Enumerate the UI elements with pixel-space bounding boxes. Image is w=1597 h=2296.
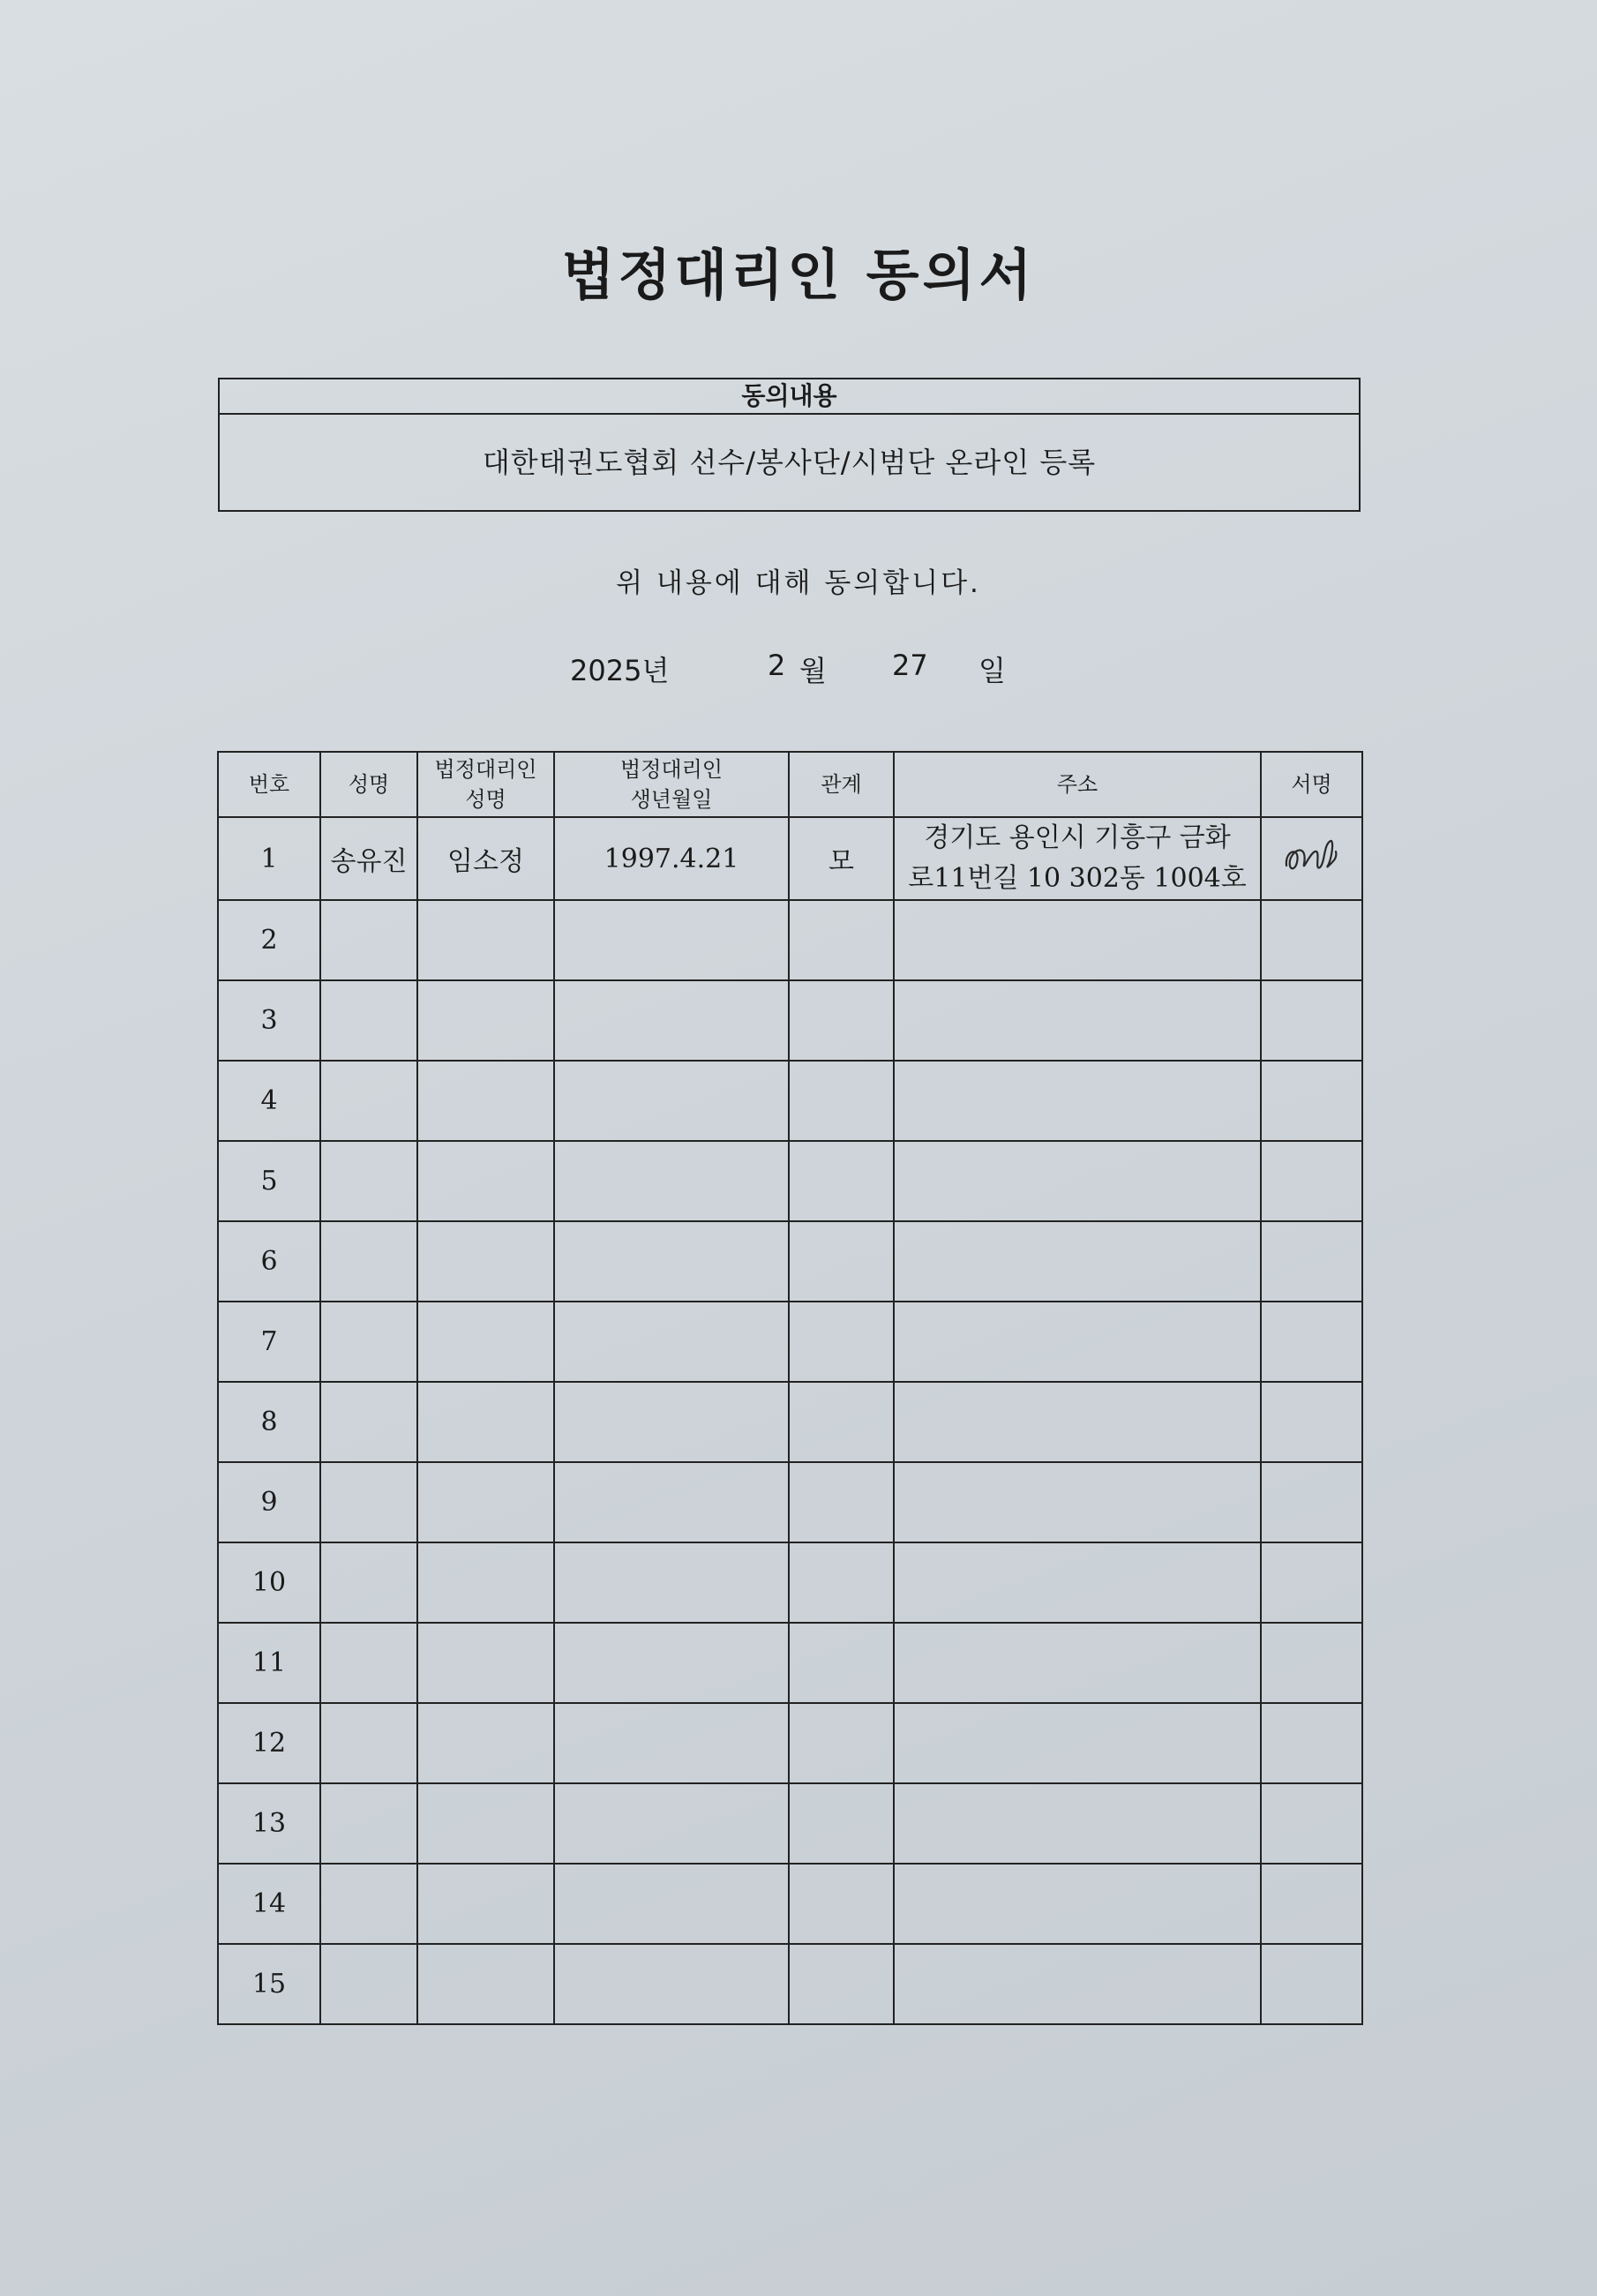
date-month: 2: [768, 649, 786, 682]
row-number: 9: [218, 1462, 320, 1542]
agree-statement: 위 내용에 대해 동의합니다.: [616, 567, 981, 599]
header-guardian-birth-line1: 법정대리인: [620, 757, 723, 782]
row-number: 3: [218, 980, 320, 1061]
row-number: 4: [218, 1061, 320, 1141]
row-number: 15: [218, 1944, 320, 2024]
date-month-label: 월: [799, 654, 827, 687]
table-row: [218, 1141, 1362, 1221]
table-row: [218, 1703, 1362, 1783]
date-day-label: 일: [978, 654, 1006, 687]
date-day: 27: [892, 649, 928, 682]
table-row: [218, 1623, 1362, 1703]
table-row: [218, 1382, 1362, 1462]
header-relation: 관계: [789, 752, 894, 817]
row-address-line1: 경기도 용인시 기흥구 금화: [924, 822, 1231, 853]
row-number: 8: [218, 1382, 320, 1462]
header-guardian-name-line1: 법정대리인: [434, 757, 537, 782]
row-guardian-name: 임소정: [417, 817, 554, 900]
table-row: [218, 980, 1362, 1061]
table-row: [218, 1944, 1362, 2024]
row-address: [894, 817, 1261, 900]
row-number: 13: [218, 1783, 320, 1864]
row-address-line2: 로11번길 10 302동 1004호: [908, 863, 1247, 894]
table-row: [218, 1864, 1362, 1944]
table-header-row: [218, 752, 1362, 817]
page-title: 법정대리인 동의서: [561, 243, 1036, 307]
table-row: [218, 1302, 1362, 1382]
header-guardian-name-line2: 성명: [465, 787, 506, 812]
header-name: 성명: [320, 752, 417, 817]
signature-icon: [1281, 832, 1343, 885]
row-number: 2: [218, 900, 320, 980]
table-row: [218, 1542, 1362, 1623]
header-guardian-name: [417, 752, 554, 817]
consent-box: [218, 378, 1361, 512]
header-number: 번호: [218, 752, 320, 817]
table-row: [218, 1221, 1362, 1302]
header-address: 주소: [894, 752, 1261, 817]
guardian-table: [217, 751, 1363, 2025]
row-guardian-birth: 1997.4.21: [554, 817, 789, 900]
row-number: 7: [218, 1302, 320, 1382]
table-row: [218, 900, 1362, 980]
row-name: 송유진: [320, 817, 417, 900]
header-guardian-birth: [554, 752, 789, 817]
header-signature: 서명: [1261, 752, 1362, 817]
table-row: [218, 1462, 1362, 1542]
row-number: 10: [218, 1542, 320, 1623]
consent-content: 대한태권도협회 선수/봉사단/시범단 온라인 등록: [482, 446, 1097, 479]
row-number: 1: [218, 817, 320, 900]
consent-header: 동의내용: [220, 379, 1359, 415]
row-number: 5: [218, 1141, 320, 1221]
row-relation: 모: [789, 817, 894, 900]
row-number: 12: [218, 1703, 320, 1783]
table-row: [218, 1783, 1362, 1864]
row-number: 11: [218, 1623, 320, 1703]
table-row: [218, 817, 1362, 900]
row-signature: [1261, 817, 1362, 900]
date-year: 2025년: [570, 654, 670, 687]
row-number: 6: [218, 1221, 320, 1302]
row-number: 14: [218, 1864, 320, 1944]
table-row: [218, 1061, 1362, 1141]
header-guardian-birth-line2: 생년월일: [630, 787, 713, 812]
